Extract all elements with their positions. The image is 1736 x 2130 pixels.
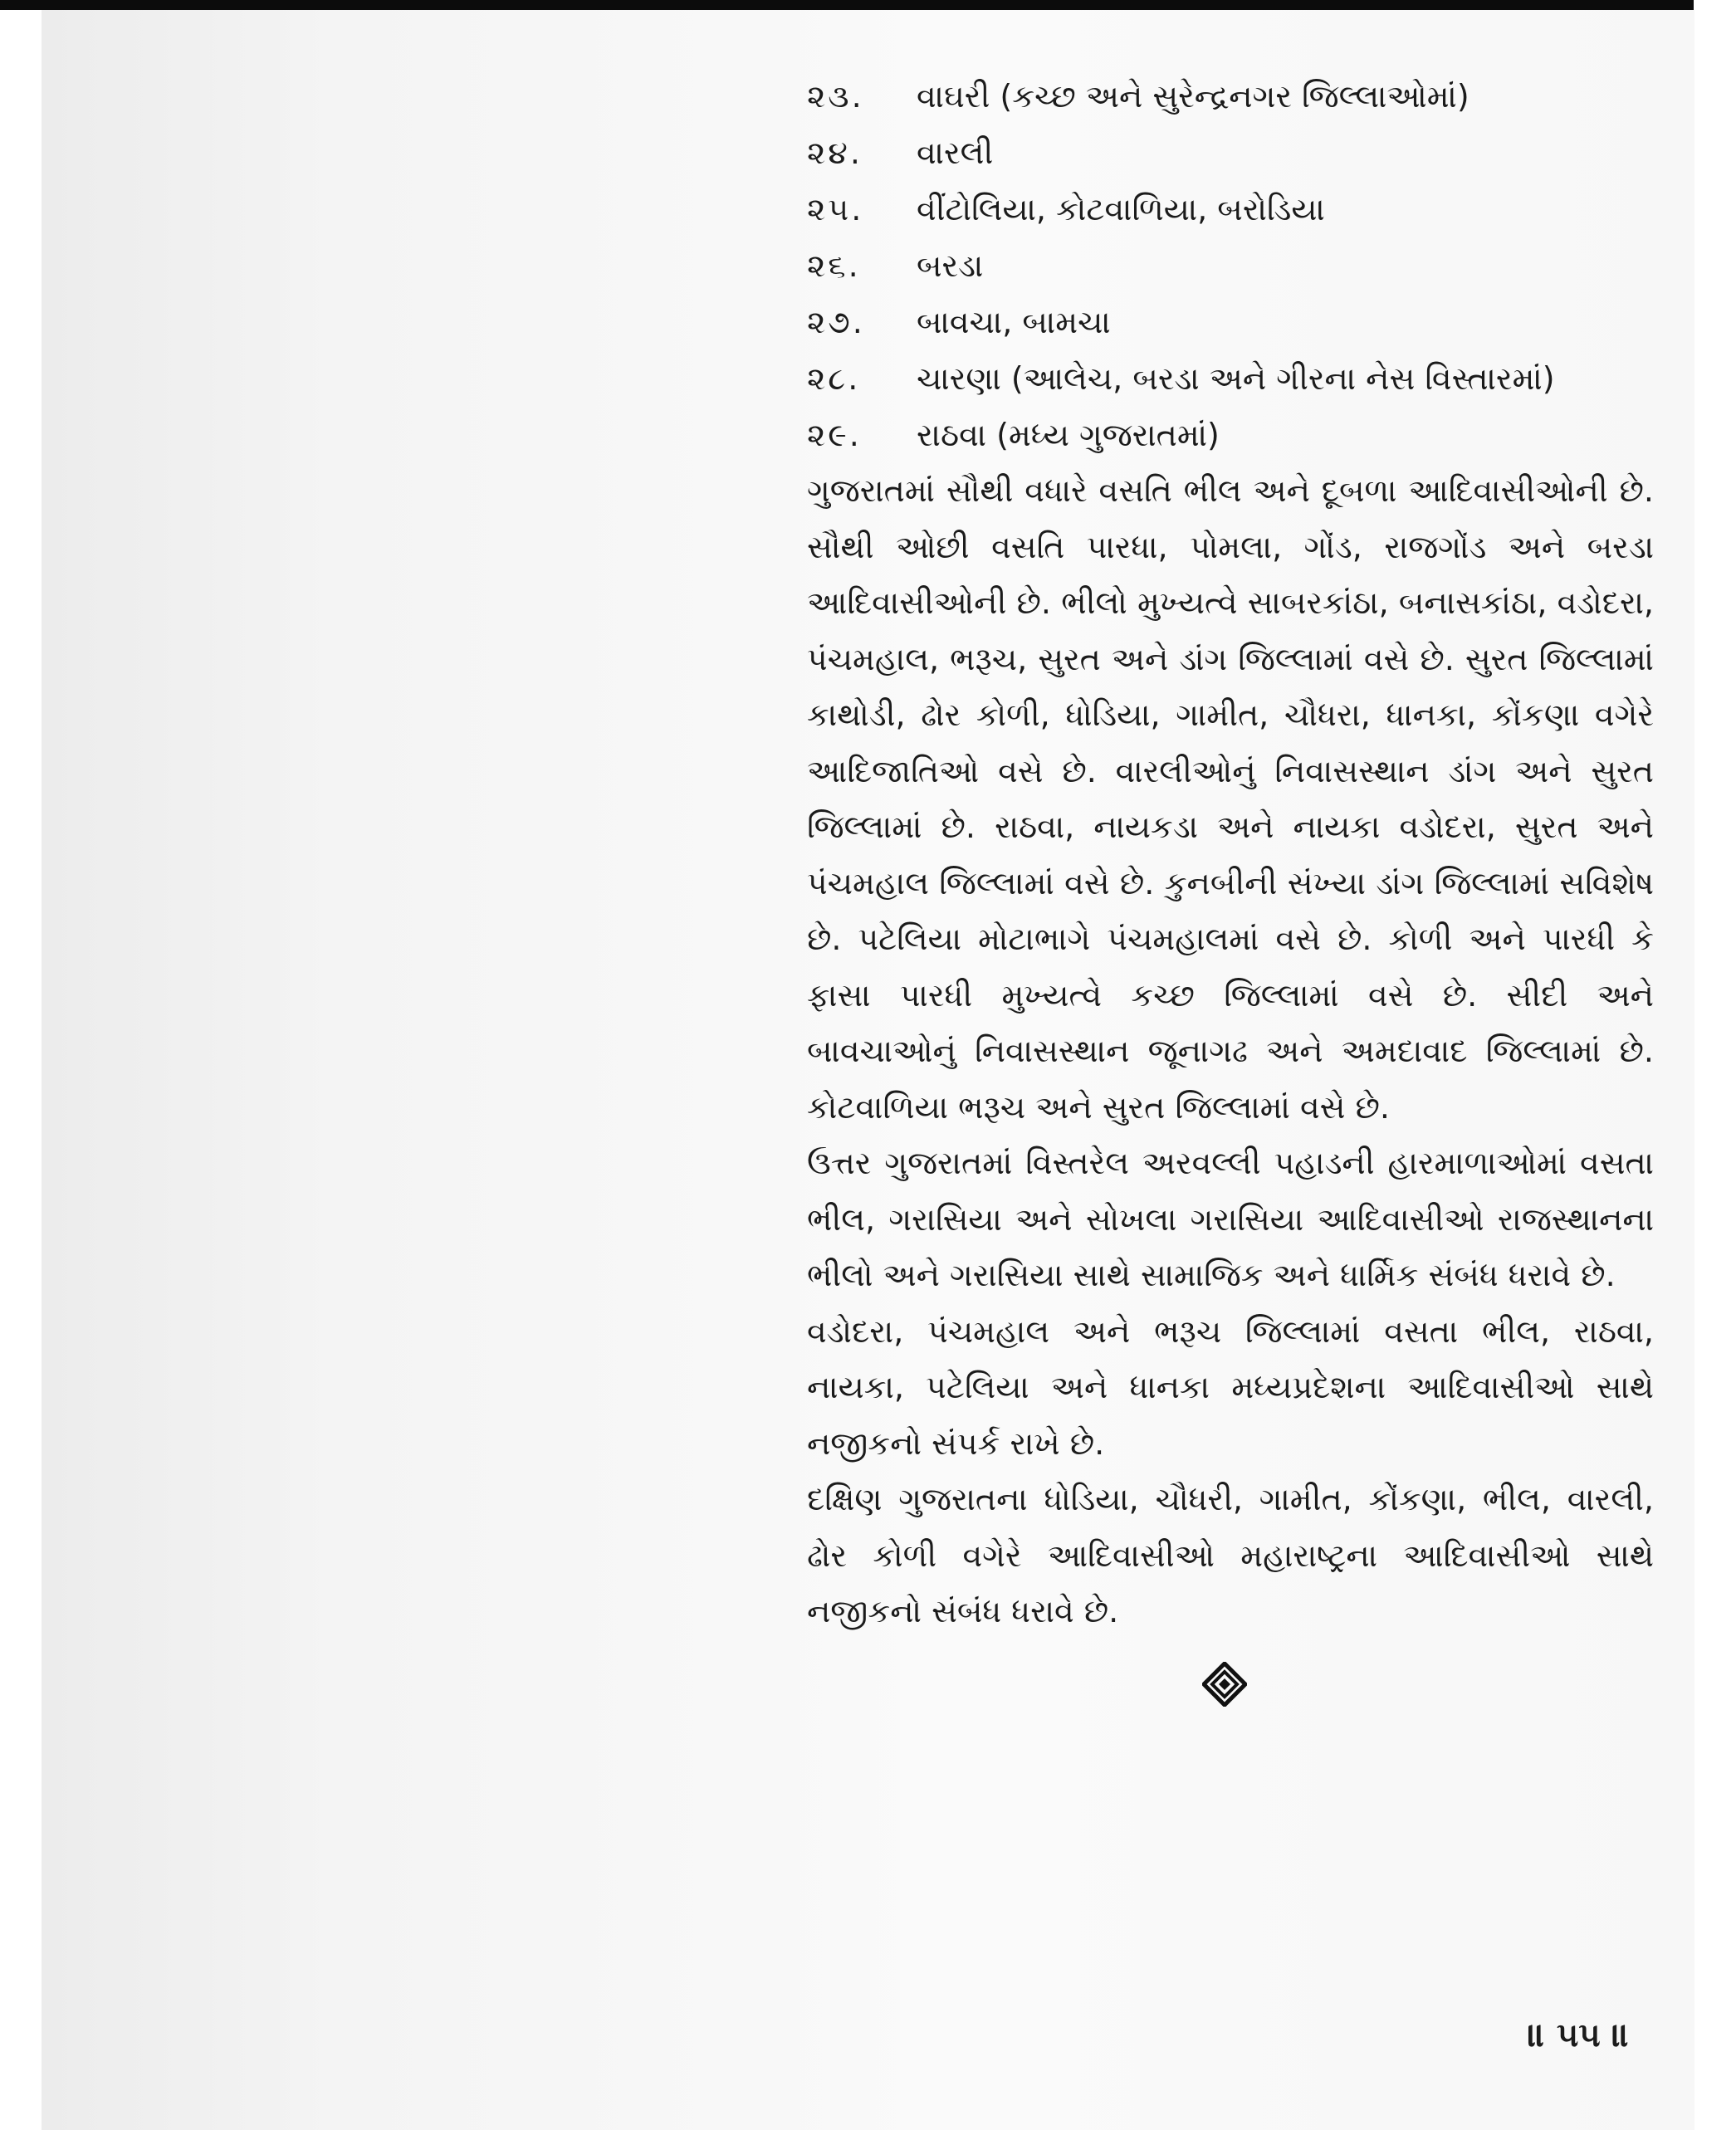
paragraph-north-gujarat: ઉત્તર ગુજરાતમાં વિસ્તરેલ અરવલ્લી પહાડની હારમાળાઓમાં વસતા ભીલ, ગરાસિયા અને સોખલા ગરાસિયા આદિવાસીઓ રાજસ્થાનના ભીલો અને ગરાસિયા સાથે સામાજિક અને ધાર્મિક સંબંધ ધરાવે છે.: [807, 1145, 1654, 1293]
page-number: ॥ ૫૫ ॥: [1528, 2016, 1630, 2054]
list-item-text: વાઘરી (કચ્છ અને સુરેન્દ્રનગર જિલ્લાઓમાં): [917, 78, 1469, 115]
list-item: [807, 125, 1654, 181]
list-item-number: ૨૮.: [807, 360, 861, 397]
list-item: [807, 68, 1654, 125]
diamond-ornament-icon: [1202, 1662, 1247, 1707]
list-item: [807, 294, 1654, 350]
list-item: [807, 350, 1654, 407]
list-item: [807, 407, 1654, 463]
list-item-text: રાઠવા (મધ્ય ગુજરાતમાં): [917, 417, 1220, 453]
paragraph-central-gujarat: વડોદરા, પંચમહાલ અને ભરૂચ જિલ્લામાં વસતા ભીલ, રાઠવા, નાયકા, પટેલિયા અને ધાનકા મધ્યપ્રદેશના આદિવાસીઓ સાથે નજીકનો સંપર્ક રાખે છે.: [807, 1312, 1654, 1462]
list-item-number: ૨૫.: [807, 191, 864, 227]
list-item-text: ચારણા (આલેચ, બરડા અને ગીરના નેસ વિસ્તારમાં): [917, 360, 1555, 397]
paragraph-south-gujarat: દક્ષિણ ગુજરાતના ધોડિયા, ચૌધરી, ગામીત, કોંકણા, ભીલ, વારલી, ઢોર કોળી વગેરે આદિવાસીઓ મહારાષ્ટ્રના આદિવાસીઓ સાથે નજીકનો સંબંધ ધરાવે છે.: [807, 1481, 1654, 1629]
list-item-text: બાવચા, બામચા: [917, 304, 1111, 340]
list-item-number: ૨૭.: [807, 304, 865, 340]
list-item-number: ૨૪.: [807, 134, 863, 171]
page-content: [807, 68, 1654, 1640]
list-item-number: ૨૯.: [807, 417, 862, 453]
tribe-list: [807, 68, 1654, 463]
book-page: [42, 10, 1695, 2130]
list-item-text: વીંટોલિયા, કોટવાળિયા, બરોડિયા: [917, 191, 1325, 227]
top-border: [0, 0, 1694, 10]
list-item: [807, 181, 1654, 237]
list-item-number: ૨૬.: [807, 247, 861, 284]
list-item-text: વારલી: [917, 134, 994, 171]
paragraph-tribal-population: ગુજરાતમાં સૌથી વધારે વસતિ ભીલ અને દૂબળા આદિવાસીઓની છે. સૌથી ઓછી વસતિ પારધા, પોમલા, ગોંડ, રાજગોંડ અને બરડા આદિવાસીઓની છે. ભીલો મુખ્યત્વે સાબરકાંઠા, બનાસકાંઠા, વડોદરા, પંચમહાલ, ભરૂચ, સુરત અને ડાંગ જિલ્લામાં વસે છે. સુરત જિલ્લામાં કાથોડી, ઢોર કોળી, ધોડિયા, ગામીત, ચૌધરા, ધાનકા, કોંકણા વગેરે આદિજાતિઓ વસે છે. વારલીઓનું નિવાસસ્થાન ડાંગ અને સુરત જિલ્લામાં છે. રાઠવા, નાયકડા અને નાયકા વડોદરા, સુરત અને પંચમહાલ જિલ્લામાં વસે છે. કુનબીની સંખ્યા ડાંગ જિલ્લામાં સવિશેષ છે. પટેલિયા મોટાભાગે પંચમહાલમાં વસે છે. કોળી અને પારધી કે ફાસા પારધી મુખ્યત્વે કચ્છ જિલ્લામાં વસે છે. સીદી અને બાવચાઓનું નિવાસસ્થાન જૂનાગઢ અને અમદાવાદ જિલ્લામાં છે. કોટવાળિયા ભરૂચ અને સુરત જિલ્લામાં વસે છે.: [807, 472, 1654, 1126]
list-item-text: બરડા: [917, 247, 984, 284]
list-item: [807, 237, 1654, 294]
list-item-number: ૨૩.: [807, 78, 864, 115]
page-edge: [1694, 0, 1736, 2130]
